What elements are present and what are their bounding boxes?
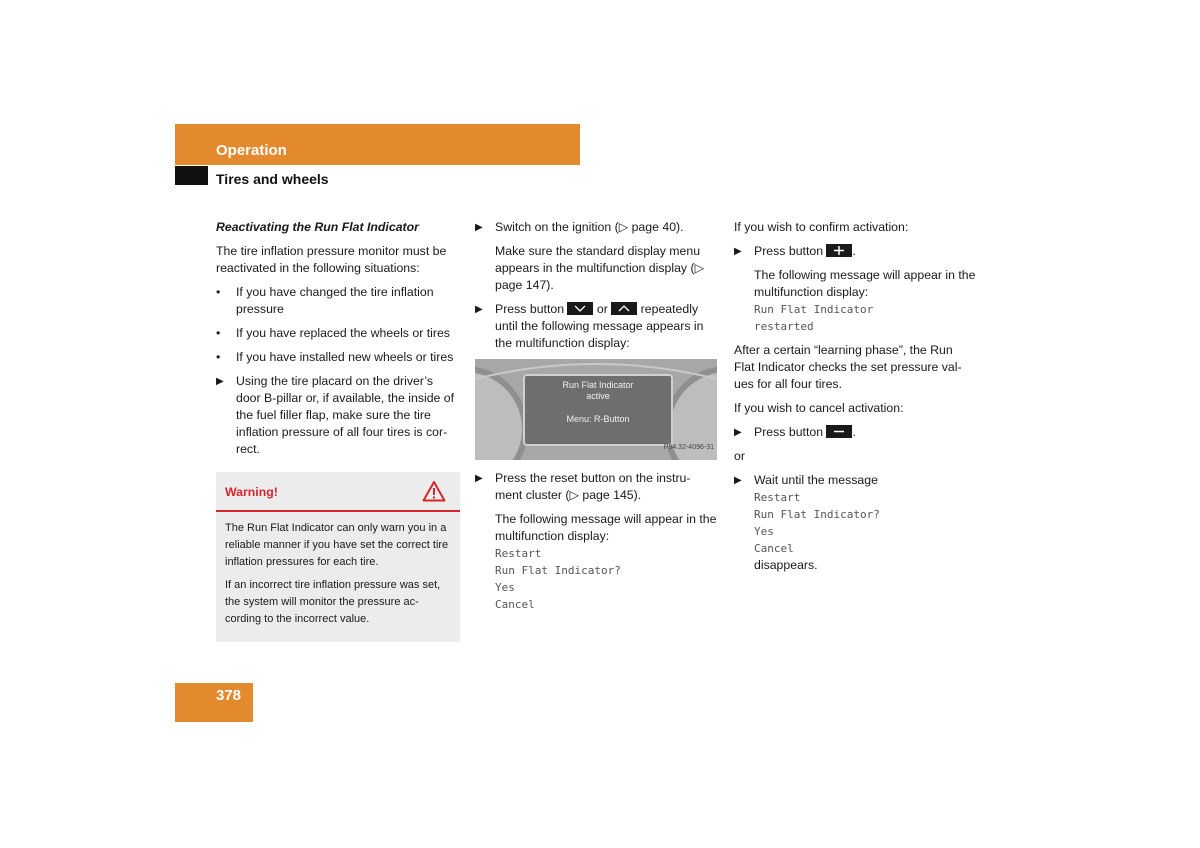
warning-title: Warning! — [225, 485, 278, 499]
display-message-line: Run Flat Indicator — [754, 303, 874, 316]
confirm-intro: If you wish to confirm activation: — [734, 220, 909, 234]
warning-text: The Run Flat Indicator can only warn you in a reliable manner if you have set the correct tire inflation pressures for each tire. — [225, 522, 449, 568]
warning-box — [216, 472, 460, 642]
display-message-line: Run Flat Indicator? — [495, 564, 621, 577]
warning-triangle-icon — [422, 480, 446, 507]
learning-phase-text: After a certain “learning phase”, the Run Flat Indicator checks the set pressure val-ues for all four tires. — [734, 343, 962, 391]
page-number: 378 — [216, 687, 242, 704]
display-message-line: Yes — [754, 525, 774, 538]
column-1 — [216, 219, 460, 642]
plus-button-icon — [826, 244, 852, 257]
step-arrow-icon: ▶ — [734, 246, 742, 257]
column-3 — [734, 219, 976, 581]
step-arrow-icon: ▶ — [734, 475, 742, 486]
list-item: • If you have replaced the wheels or tires — [216, 326, 450, 340]
step-arrow-icon: ▶ — [216, 376, 224, 387]
instruction-step: ▶ Switch on the ignition (▷ page 40). — [475, 220, 684, 234]
page-number-box — [175, 683, 253, 722]
bullet-icon: • — [216, 326, 221, 340]
instruction-step: ▶ Press button . — [734, 425, 856, 439]
subheading: Reactivating the Run Flat Indicator — [216, 220, 419, 234]
list-item: • If you have installed new wheels or tires — [216, 350, 454, 364]
disappears-text: disappears. — [754, 558, 818, 572]
chapter-title: Operation — [216, 142, 287, 159]
section-tab-marker — [175, 166, 208, 185]
warning-body — [216, 512, 460, 638]
display-message-line: Restart — [754, 491, 801, 504]
step-note: Make sure the standard display menu appears in the multifunction display (▷ page 147). — [495, 244, 705, 292]
figure-code: P54.32-4096-31 — [663, 444, 714, 451]
step-arrow-icon: ▶ — [734, 427, 742, 438]
display-message-line: Cancel — [495, 598, 535, 611]
step-note: The following message will appear in the multifunction display: Run Flat Indicator restarted — [754, 268, 976, 333]
section-title: Tires and wheels — [216, 171, 329, 187]
instruction-step: ▶ Press the reset button on the instru-ment cluster (▷ page 145). — [475, 471, 691, 502]
warning-text: If an incorrect tire inflation pressure was set, the system will monitor the pressure ac-cording to the incorrect value. — [225, 579, 441, 625]
list-item: • If you have changed the tire inflation pressure — [216, 285, 434, 316]
column-2 — [475, 219, 717, 620]
down-button-icon — [567, 302, 593, 315]
instruction-step: ▶ Press button . — [734, 244, 856, 258]
up-button-icon — [611, 302, 637, 315]
instruction-step: ▶ Wait until the message Restart Run Flat Indicator? Yes Cancel disappears. — [734, 472, 976, 574]
bullet-icon: • — [216, 285, 221, 299]
display-message-line: Yes — [495, 581, 515, 594]
step-arrow-icon: ▶ — [475, 222, 483, 233]
display-message-line: Cancel — [754, 542, 794, 555]
instruction-step: ▶ Press button or repeatedly until the following message appears in the multifunction display: — [475, 302, 704, 350]
bullet-icon: • — [216, 350, 221, 364]
display-message-line: restarted — [754, 320, 814, 333]
display-message-line: Run Flat Indicator? — [754, 508, 880, 521]
minus-button-icon — [826, 425, 852, 438]
step-arrow-icon: ▶ — [475, 473, 483, 484]
display-message-line: Restart — [495, 547, 542, 560]
step-note: The following message will appear in the multifunction display: Restart Run Flat Indicator? Yes Cancel — [495, 512, 717, 611]
step-arrow-icon: ▶ — [475, 304, 483, 315]
cancel-intro: If you wish to cancel activation: — [734, 401, 904, 415]
or-text: or — [734, 449, 745, 463]
intro-text: The tire inflation pressure monitor must be reactivated in the following situations: — [216, 244, 447, 275]
multifunction-display-image — [475, 359, 717, 460]
instruction-step: ▶ Using the tire placard on the driver’s door B-pillar or, if available, the inside of the fuel filler flap, make sure the tire inflation pressure of all four tires is cor-rect. — [216, 374, 455, 456]
display-screen: Run Flat Indicator active Menu: R-Button — [523, 374, 673, 446]
warning-header — [216, 472, 460, 512]
